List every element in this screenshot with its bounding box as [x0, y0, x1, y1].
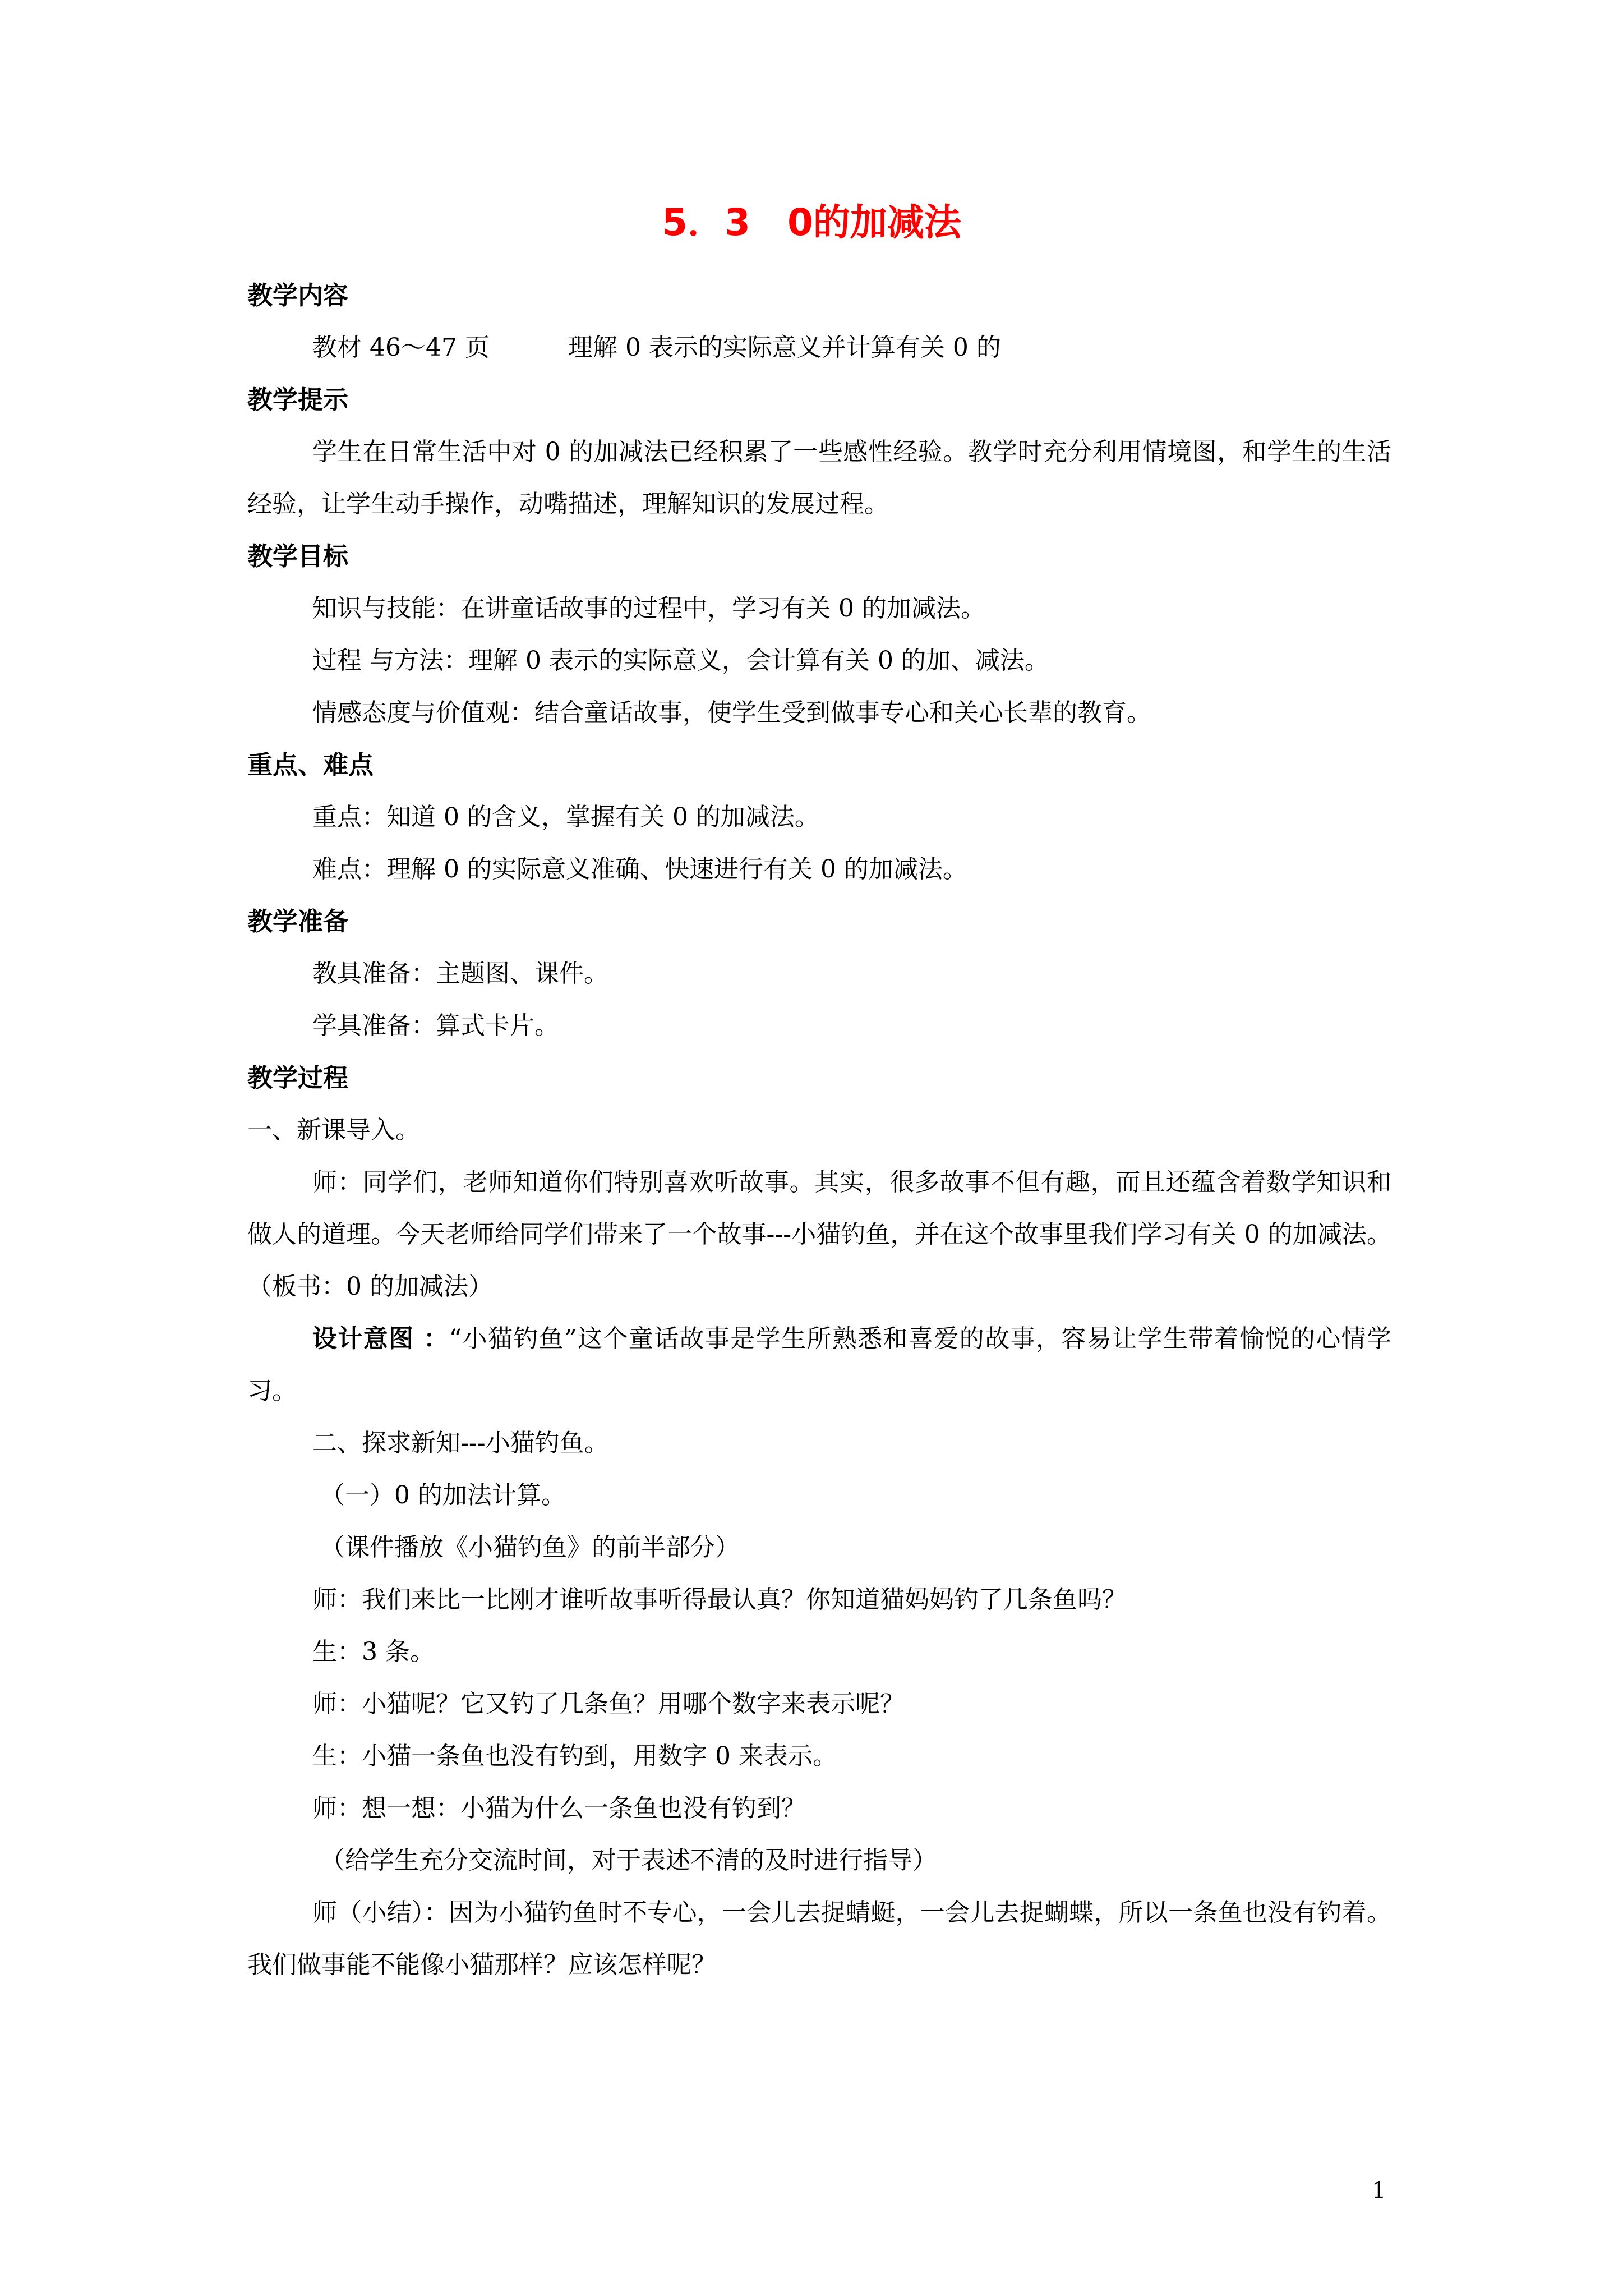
section-heading-goals: 教学目标	[247, 541, 349, 571]
teacher-question-2: 师：小猫呢？它又钓了几条鱼？用哪个数字来表示呢？	[312, 1690, 905, 1718]
design-intent-text: “小猫钓鱼”这个童话故事是学生所熟悉和喜爱的故事，容易让学生带着愉悦的心情学习。	[247, 1324, 1391, 1405]
section-heading-preparation: 教学准备	[247, 907, 349, 936]
student-answer-2: 生：小猫一条鱼也没有钓到，用数字 0 来表示。	[312, 1742, 837, 1770]
step-introduction: 一、新课导入。	[247, 1116, 420, 1144]
section-heading-process: 教学过程	[247, 1063, 349, 1093]
content-pages: 教材 46～47 页	[312, 333, 490, 362]
goal-process: 过程 与方法：理解 0 表示的实际意义，会计算有关 0 的加、减法。	[312, 646, 1049, 675]
document-title: 5．3 0的加减法	[662, 201, 961, 244]
teacher-question-1: 师：我们来比一比刚才谁听故事听得最认真？你知道猫妈妈钓了几条鱼吗？	[312, 1585, 1127, 1614]
goal-emotion: 情感态度与价值观：结合童话故事，使学生受到做事专心和关心长辈的教育。	[312, 698, 1151, 727]
step-explore: 二、探求新知---小猫钓鱼。	[312, 1429, 609, 1457]
student-answer-1: 生：3 条。	[312, 1637, 435, 1666]
section-heading-hints: 教学提示	[247, 385, 349, 415]
courseware-note: （课件播放《小猫钓鱼》的前半部分）	[320, 1533, 740, 1562]
page-number: 1	[1372, 2178, 1386, 2203]
student-aids: 学具准备：算式卡片。	[312, 1011, 559, 1040]
document-body	[247, 269, 1391, 1991]
key-point: 重点：知道 0 的含义，掌握有关 0 的加减法。	[312, 803, 819, 831]
teacher-intro-paragraph: 师：同学们，老师知道你们特别喜欢听故事。其实，很多故事不但有趣，而且还蕴含着数学知识和做人的道理。今天老师给同学们带来了一个故事---小猫钓鱼，并在这个故事里我们学习有关 0 的加减法。（板书：0 的加减法）	[247, 1168, 1391, 1301]
design-intent-label: 设计意图 ：	[312, 1324, 449, 1353]
difficult-point: 难点：理解 0 的实际意义准确、快速进行有关 0 的加减法。	[312, 855, 967, 884]
teacher-question-3: 师：想一想：小猫为什么一条鱼也没有钓到？	[312, 1794, 806, 1823]
goal-knowledge: 知识与技能：在讲童话故事的过程中，学习有关 0 的加减法。	[312, 594, 985, 623]
exchange-note: （给学生充分交流时间，对于表述不清的及时进行指导）	[320, 1846, 937, 1875]
hints-paragraph: 学生在日常生活中对 0 的加减法已经积累了一些感性经验。教学时充分利用情境图，和学生的生活经验，让学生动手操作，动嘴描述，理解知识的发展过程。	[247, 438, 1391, 518]
content-line	[247, 321, 1391, 374]
section-heading-content: 教学内容	[247, 280, 349, 310]
teacher-summary: 师（小结）：因为小猫钓鱼时不专心，一会儿去捉蜻蜓，一会儿去捉蝴蝶，所以一条鱼也没有钓着。我们做事能不能像小猫那样？应该怎样呢？	[247, 1898, 1391, 1979]
design-intent-paragraph	[247, 1313, 1391, 1417]
section-heading-key-points: 重点、难点	[247, 750, 374, 780]
content-description: 理解 0 表示的实际意义并计算有关 0 的	[568, 333, 1001, 362]
teaching-aids: 教具准备：主题图、课件。	[312, 959, 608, 988]
subsection-addition: （一）0 的加法计算。	[320, 1481, 566, 1510]
